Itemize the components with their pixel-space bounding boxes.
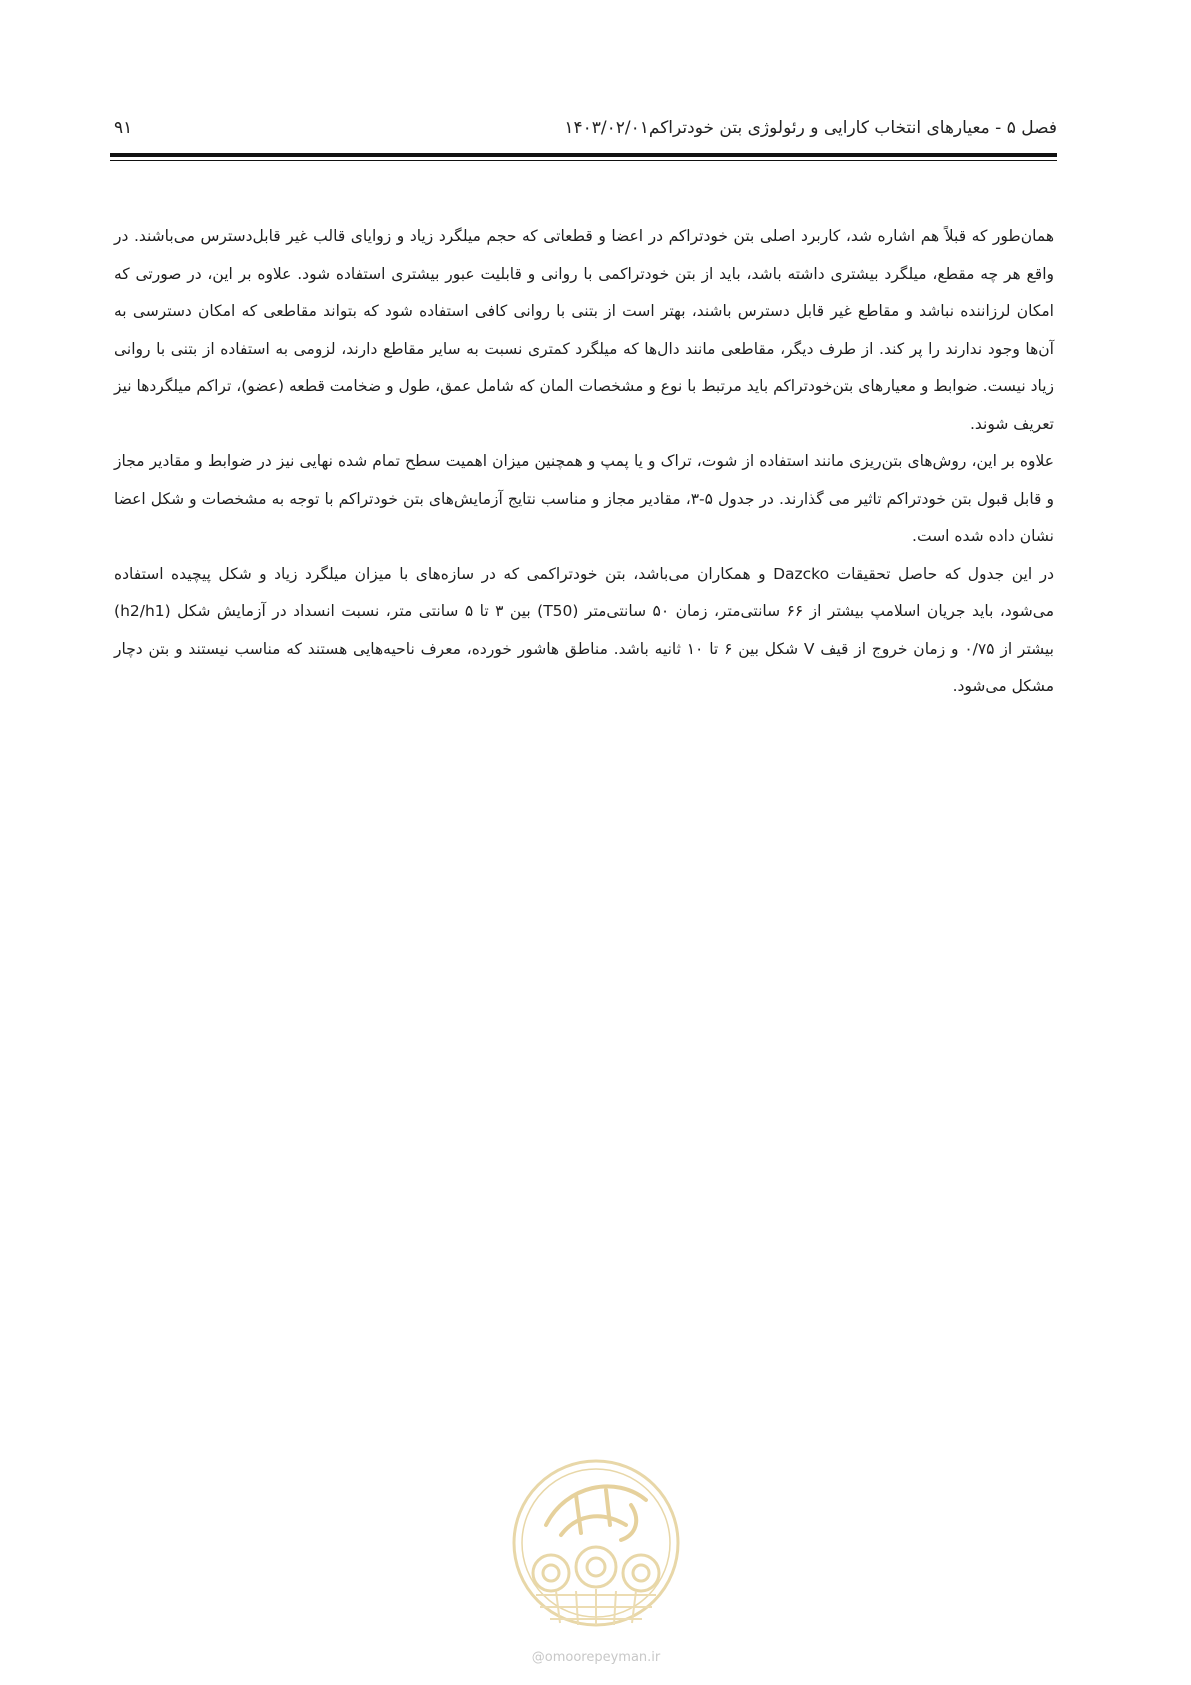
logo-seal-icon [506, 1455, 686, 1645]
watermark-logo [506, 1455, 686, 1685]
header-rule-thin [110, 160, 1057, 161]
page-number: ۹۱ [114, 118, 133, 138]
paragraph-2: علاوه بر این، روش‌های بتن‌ریزی مانند استفاده از شوت، تراک و یا پمپ و همچنین میزان اهمیت سطح تمام شده نهایی نیز در ضوابط و مقادیر مجاز و قابل قبول بتن خودتراکم تاثیر می گذارند. در جدول ۵-۳، مقادیر مجاز و مناسب نتایج آزمایش‌های بتن خودتراکم با توجه به مشخصات و شکل اعضا نشان داده شده است. [114, 452, 1054, 545]
page-header [110, 118, 1057, 148]
paragraph-1: همان‌طور که قبلاً هم اشاره شد، کاربرد اصلی بتن خودتراکم در اعضا و قطعاتی که حجم میلگرد زیاد و زوایای قالب غیر قابل‌دسترس می‌باشند. در واقع هر چه مقطع، میلگرد بیشتری داشته باشد، باید از بتن خودتراکمی با روانی و قابلیت عبور بیشتری استفاده شود. علاوه بر این، در صورتی که امکان لرزاننده نباشد و مقاطع غیر قابل دسترس باشند، بهتر است از بتنی با روانی کافی استفاده شود که بتواند مقاطعی که امکان دسترسی به آن‌ها وجود ندارند را پر کند. از طرف دیگر، مقاطعی مانند دال‌ها که میلگرد کمتری نسبت به سایر مقاطع دارند، لزومی به استفاده از بتنی با روانی زیاد نیست. ضوابط و معیارهای بتن‌خودتراکم باید مرتبط با نوع و مشخصات المان که شامل عمق، طول و ضخامت قطعه (عضو)، تراکم میلگردها نیز تعریف شوند. [114, 227, 1054, 433]
chapter-title: فصل ۵ - معیارهای انتخاب کارایی و رئولوژی بتن خودتراکم۱۴۰۳/۰۲/۰۱ [564, 118, 1057, 138]
body-text [114, 218, 1054, 706]
watermark-url: @omoorepeyman.ir [531, 1650, 661, 1665]
paragraph-3: در این جدول که حاصل تحقیقات Dazcko و همکاران می‌باشد، بتن خودتراکمی که در سازه‌های با میزان میلگرد زیاد و شکل پیچیده استفاده می‌شود، باید جریان اسلامپ بیشتر از ۶۶ سانتی‌متر، زمان ۵۰ سانتی‌متر (T50) بین ۳ تا ۵ سانتی متر، نسبت انسداد در آزمایش شکل (h2/h1) بیشتر از ۰/۷۵ و زمان خروج از قیف V شکل بین ۶ تا ۱۰ ثانیه باشد. مناطق هاشور خورده، معرف ناحیه‌هایی هستند که مناسب نیستند و بتن دچار مشکل می‌شود. [114, 564, 1054, 695]
header-rule-thick [110, 153, 1057, 157]
